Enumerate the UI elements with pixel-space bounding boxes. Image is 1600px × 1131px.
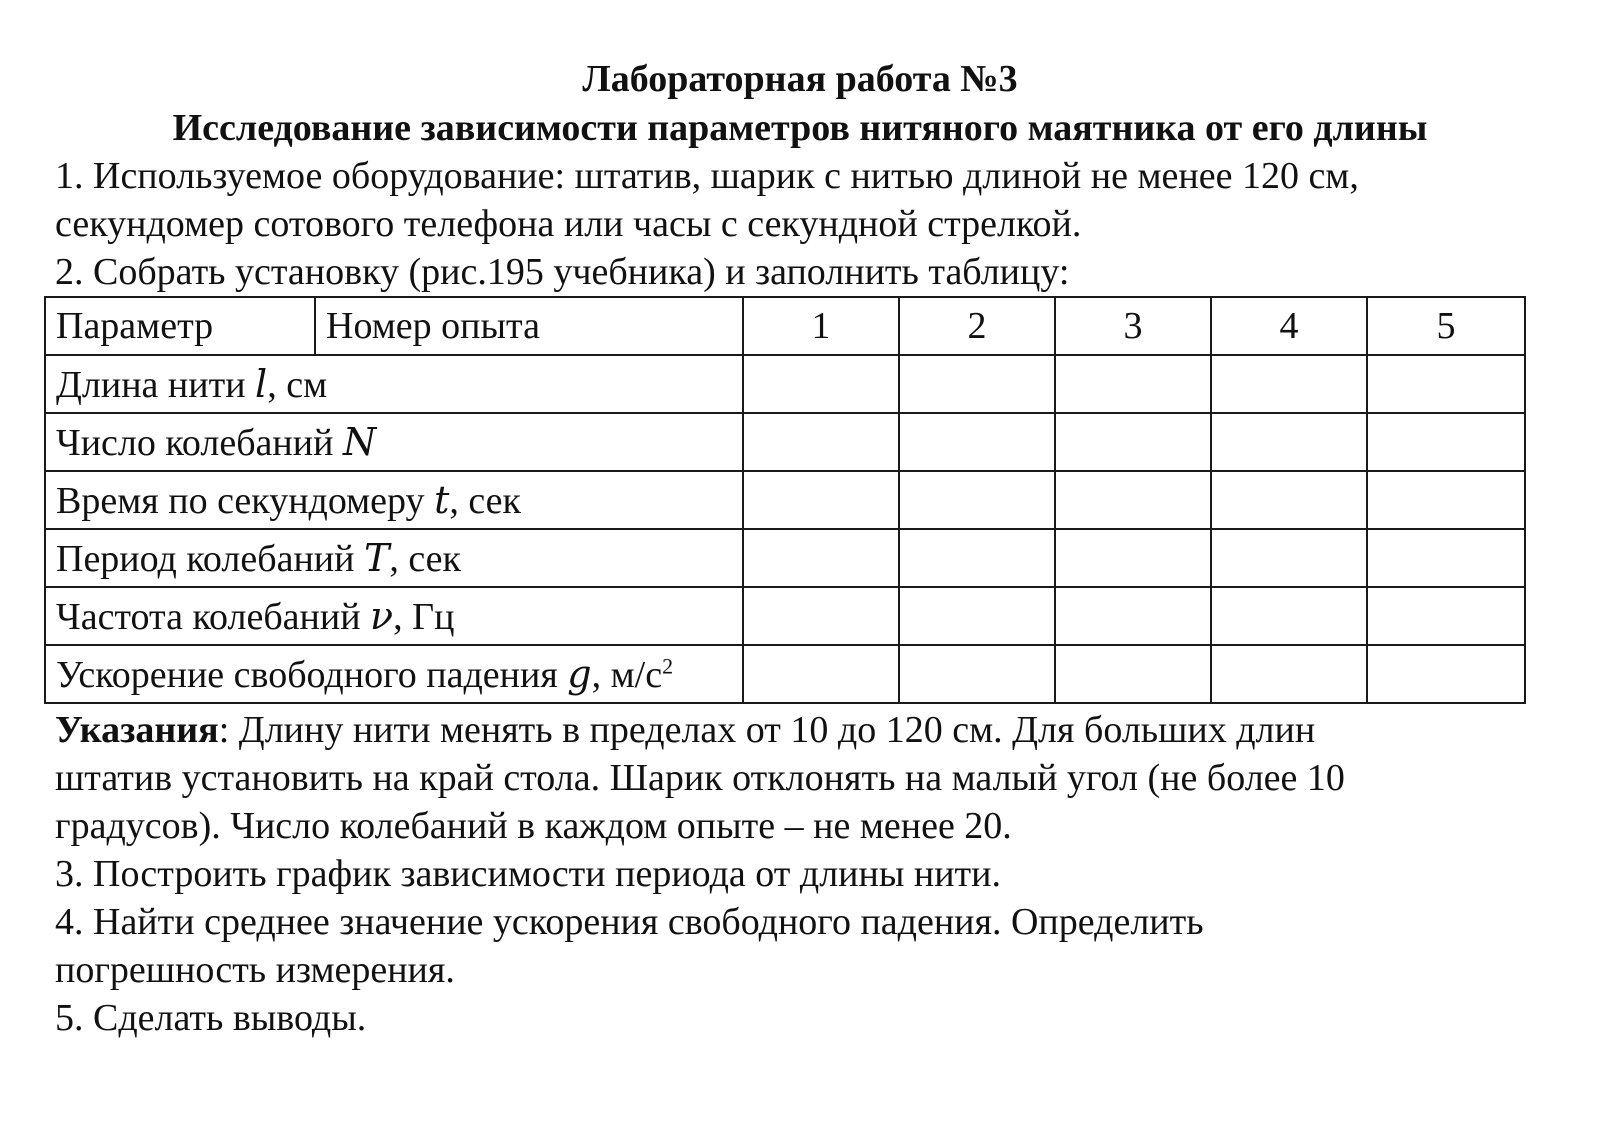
cell-empty	[743, 645, 899, 703]
symbol-l: l	[255, 361, 268, 406]
cell-empty	[1055, 355, 1211, 413]
cell-empty	[743, 471, 899, 529]
row-label-period: Период колебаний T, сек	[45, 529, 743, 587]
measurement-table	[44, 296, 1526, 704]
notes-line-3: градусов). Число колебаний в каждом опыте – не менее 20.	[55, 805, 1012, 847]
notes-line-1: Указания: Длину нити менять в пределах от 10 до 120 см. Для больших длин	[55, 709, 1316, 751]
cell-empty	[1211, 587, 1367, 645]
cell-empty	[899, 587, 1055, 645]
cell-empty	[1211, 645, 1367, 703]
cell-empty	[899, 355, 1055, 413]
step-4-line-1: 4. Найти среднее значение ускорения свободного падения. Определить	[55, 901, 1204, 943]
table-row	[45, 529, 1525, 587]
step-4-line-2: погрешность измерения.	[55, 949, 455, 991]
step-3: 3. Построить график зависимости периода от длины нити.	[55, 853, 1001, 895]
table-row	[45, 355, 1525, 413]
symbol-g: g	[567, 651, 592, 696]
cell-empty	[1211, 471, 1367, 529]
header-trial-3: 3	[1055, 297, 1211, 355]
header-trial-1: 1	[743, 297, 899, 355]
symbol-t: t	[434, 477, 450, 522]
row-label-time: Время по секундомеру t, сек	[45, 471, 743, 529]
cell-empty	[1367, 413, 1525, 471]
cell-empty	[1211, 529, 1367, 587]
header-parameter: Параметр	[45, 297, 315, 355]
lab-work-title: Лабораторная работа №3	[582, 58, 1018, 100]
header-trial-number: Номер опыта	[315, 297, 743, 355]
cell-empty	[743, 529, 899, 587]
step-2: 2. Собрать установку (рис.195 учебника) и заполнить таблицу:	[55, 251, 1070, 293]
cell-empty	[1055, 471, 1211, 529]
cell-empty	[1367, 587, 1525, 645]
symbol-n: N	[342, 419, 377, 464]
notes-line-2: штатив установить на край стола. Шарик отклонять на малый угол (не более 10	[55, 757, 1345, 799]
lab-work-subtitle: Исследование зависимости параметров нитяного маятника от его длины	[172, 107, 1428, 149]
notes-label: Указания	[55, 709, 219, 751]
cell-empty	[743, 355, 899, 413]
cell-empty	[899, 529, 1055, 587]
cell-empty	[1211, 413, 1367, 471]
cell-empty	[899, 645, 1055, 703]
row-label-length: Длина нити l, см	[45, 355, 743, 413]
cell-empty	[743, 413, 899, 471]
table-row	[45, 645, 1525, 703]
row-label-frequency: Частота колебаний ν, Гц	[45, 587, 743, 645]
table-row	[45, 471, 1525, 529]
cell-empty	[1211, 355, 1367, 413]
cell-empty	[1367, 471, 1525, 529]
header-trial-2: 2	[899, 297, 1055, 355]
cell-empty	[743, 587, 899, 645]
cell-empty	[899, 413, 1055, 471]
row-label-oscillations: Число колебаний N	[45, 413, 743, 471]
symbol-period: T	[363, 535, 390, 580]
cell-empty	[1367, 355, 1525, 413]
cell-empty	[1367, 529, 1525, 587]
step-5: 5. Сделать выводы.	[55, 997, 367, 1039]
cell-empty	[1055, 529, 1211, 587]
step-1-line-2: секундомер сотового телефона или часы с секундной стрелкой.	[55, 203, 1082, 245]
cell-empty	[1055, 645, 1211, 703]
table-header-row	[45, 297, 1525, 355]
cell-empty	[1367, 645, 1525, 703]
header-trial-4: 4	[1211, 297, 1367, 355]
cell-empty	[1055, 587, 1211, 645]
row-label-gravity: Ускорение свободного падения g, $м/с^2$	[45, 645, 743, 703]
table-row	[45, 413, 1525, 471]
header-trial-5: 5	[1367, 297, 1525, 355]
unit-exponent: 2	[662, 652, 674, 678]
cell-empty	[899, 471, 1055, 529]
symbol-nu: ν	[370, 593, 394, 638]
step-1-line-1: 1. Используемое оборудование: штатив, шарик с нитью длиной не менее 120 см,	[55, 155, 1359, 197]
cell-empty	[1055, 413, 1211, 471]
table-row	[45, 587, 1525, 645]
